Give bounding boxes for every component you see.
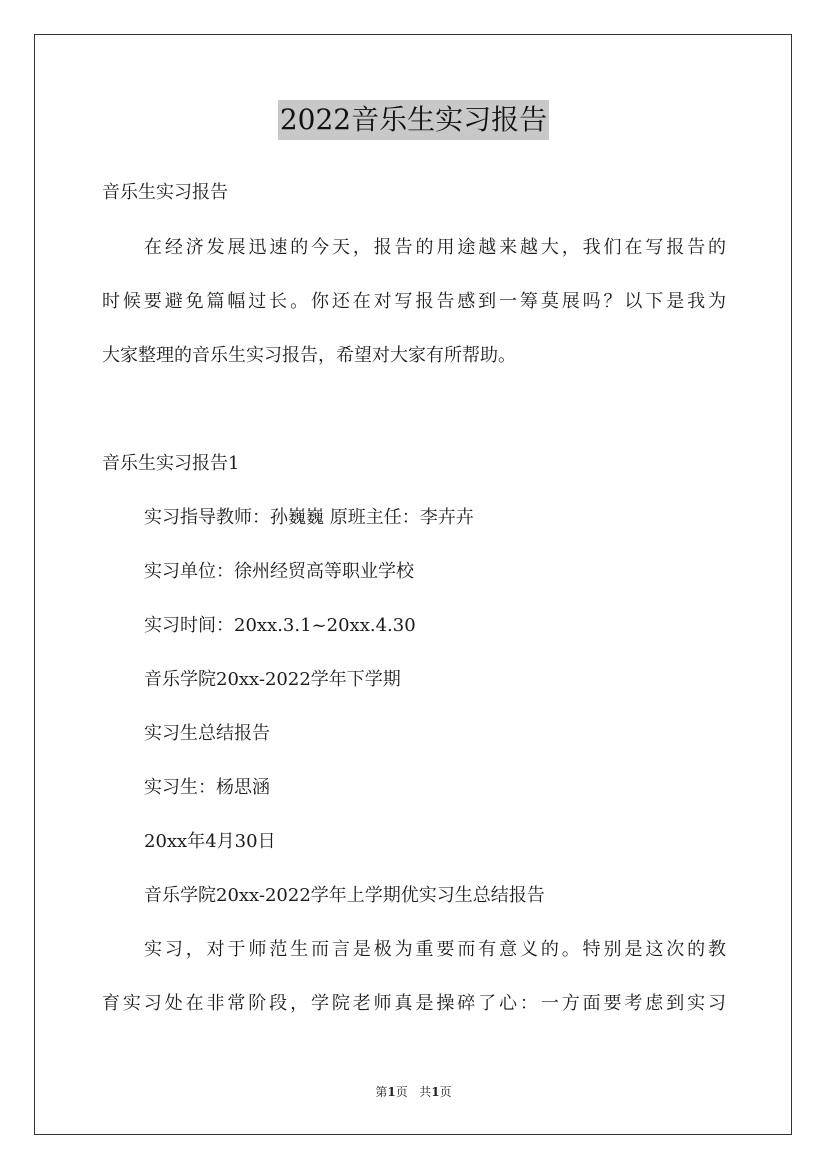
intro-line-2: 时候要避免篇幅过长。你还在对写报告感到一筹莫展吗？以下是我为	[102, 291, 726, 312]
intro-line-1: 在经济发展迅速的今天，报告的用途越来越大，我们在写报告的	[144, 237, 726, 258]
section1-line-date: 20xx年4月30日	[144, 831, 276, 852]
section1-line-time: 实习时间：20xx.3.1~20xx.4.30	[144, 615, 416, 636]
section1-line-semester: 音乐学院20xx-2022学年下学期	[144, 669, 401, 690]
intro-line-3: 大家整理的音乐生实习报告，希望对大家有所帮助。	[102, 345, 516, 366]
section1-heading: 音乐生实习报告1	[102, 453, 240, 474]
footer-page-suffix: 页	[395, 1085, 408, 1099]
body-line-2: 育实习处在非常阶段，学院老师真是操碎了心：一方面要考虑到实习	[102, 993, 726, 1014]
body-line-1: 实习，对于师范生而言是极为重要而有意义的。特别是这次的教	[144, 939, 726, 960]
footer-total-suffix: 页	[439, 1085, 452, 1099]
section1-line-report-title: 音乐学院20xx-2022学年上学期优实习生总结报告	[144, 885, 545, 906]
page-footer	[0, 1083, 827, 1101]
footer-total-pages: 1	[431, 1085, 440, 1099]
section1-line-report-name: 实习生总结报告	[144, 723, 270, 744]
footer-total-prefix: 共	[419, 1085, 432, 1099]
footer-page-number: 1	[387, 1085, 396, 1099]
subtitle: 音乐生实习报告	[102, 182, 228, 203]
section1-line-student: 实习生：杨思涵	[144, 777, 270, 798]
section1-line-advisors: 实习指导教师：孙巍巍 原班主任：李卉卉	[144, 507, 474, 528]
footer-page-prefix: 第	[375, 1085, 388, 1099]
title-container	[0, 100, 827, 140]
section1-line-unit: 实习单位：徐州经贸高等职业学校	[144, 561, 414, 582]
document-title: 2022音乐生实习报告	[278, 100, 549, 140]
